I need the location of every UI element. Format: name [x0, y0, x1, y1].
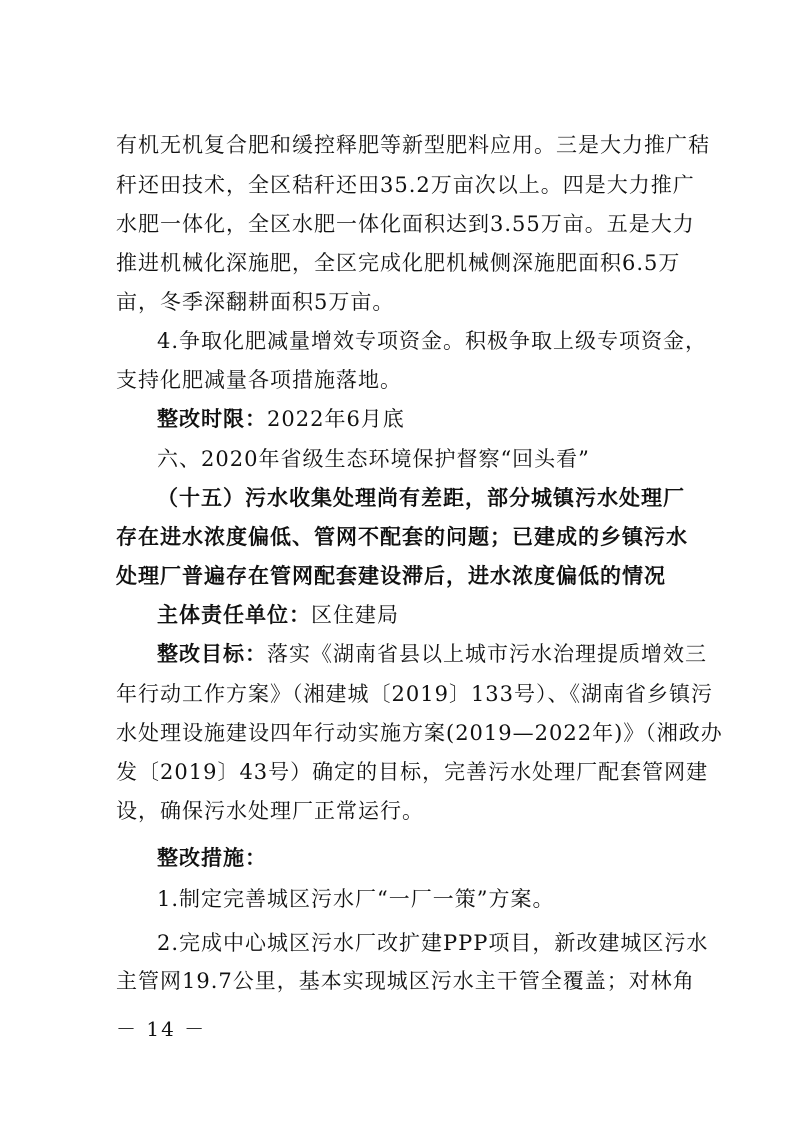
section-heading: 六、2020年省级生态环境保护督察“回头看” [157, 447, 590, 471]
measure-item: 1.制定完善城区污水厂“一厂一策”方案。 [157, 887, 555, 911]
body-line: 推进机械化深施肥，全区完成化肥机械侧深施肥面积6.5万 [116, 251, 681, 275]
goal-line: 设，确保污水处理厂正常运行。 [116, 799, 424, 823]
body-line: 有机无机复合肥和缓控释肥等新型肥料应用。三是大力推广秸 [116, 133, 710, 157]
goal-label: 整改目标： [157, 642, 267, 666]
body-line: 支持化肥减量各项措施落地。 [116, 368, 402, 392]
body-line: 4.争取化肥减量增效专项资金。积极争取上级专项资金， [157, 329, 708, 353]
goal-line: 发〔2019〕43号）确定的目标，完善污水处理厂配套管网建 [116, 760, 709, 784]
page-number: － 14 － [116, 1017, 207, 1041]
responsible-line [157, 601, 399, 629]
measure-item: 2.完成中心城区污水厂改扩建PPP项目，新改建城区污水 [157, 931, 709, 955]
body-line: 秆还田技术，全区秸秆还田35.2万亩次以上。四是大力推广 [116, 173, 695, 197]
goal-line [157, 640, 707, 668]
deadline-line [157, 405, 405, 433]
goal-line: 年行动工作方案》（湘建城〔2019〕133号）、《湖南省乡镇污 [116, 682, 714, 706]
measure-item: 主管网19.7公里，基本实现城区污水主干管全覆盖；对林角 [116, 969, 695, 993]
measures-label: 整改措施： [157, 846, 267, 870]
item-title-line: 处理厂普遍存在管网配套建设滞后，进水浓度偏低的情况 [116, 564, 666, 588]
item-title-line: 存在进水浓度偏低、管网不配套的问题；已建成的乡镇污水 [116, 525, 688, 549]
goal-text: 落实《湖南省县以上城市污水治理提质增效三 [267, 642, 707, 666]
body-line: 水肥一体化，全区水肥一体化面积达到3.55万亩。五是大力 [116, 212, 695, 236]
goal-line: 水处理设施建设四年行动实施方案(2019—2022年)》（湘政办 [116, 721, 723, 745]
responsible-label: 主体责任单位： [157, 603, 311, 627]
body-line: 亩，冬季深翻耕面积5万亩。 [116, 290, 395, 314]
deadline-value: 2022年6月底 [267, 407, 405, 431]
responsible-value: 区住建局 [311, 603, 399, 627]
deadline-label: 整改时限： [157, 407, 267, 431]
item-title-line: （十五）污水收集处理尚有差距，部分城镇污水处理厂 [157, 486, 685, 510]
